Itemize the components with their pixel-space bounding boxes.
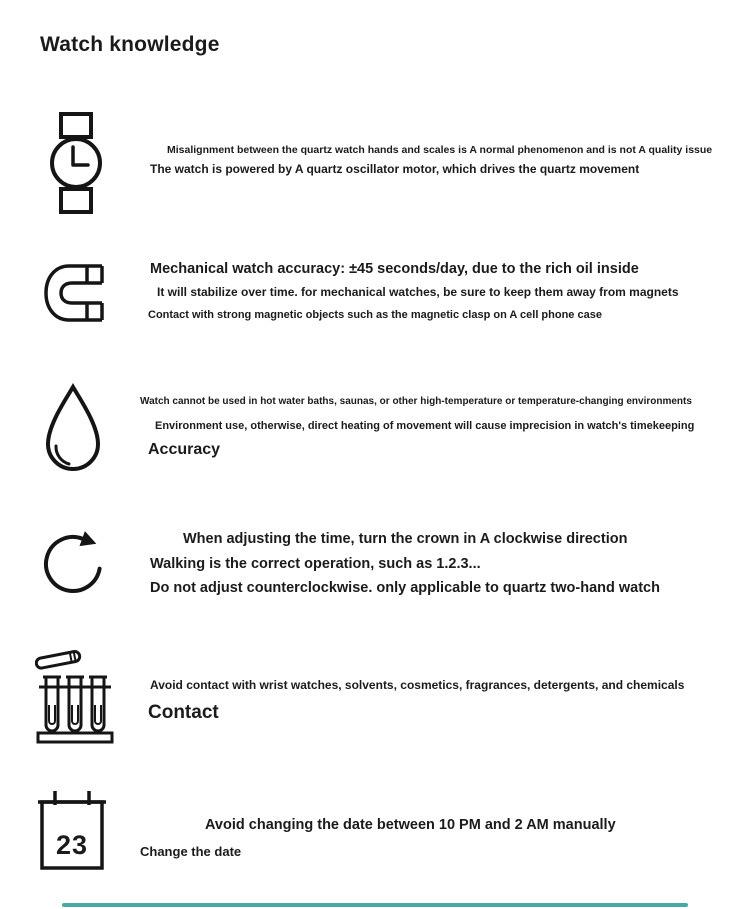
note-line: Contact with strong magnetic objects such as the magnetic clasp on A cell phone case <box>148 309 602 322</box>
note-line: Avoid contact with wrist watches, solvents, cosmetics, fragrances, detergents, and chemicals <box>150 678 685 692</box>
water-drop-icon <box>40 383 106 475</box>
note-line: Avoid changing the date between 10 PM and 2 AM manually <box>205 817 616 833</box>
note-line: Walking is the correct operation, such as 1.2.3... <box>150 555 481 572</box>
section-magnetism <box>150 261 679 322</box>
note-line: Misalignment between the quartz watch hands and scales is A normal phenomenon and is not A quality issue <box>167 144 713 156</box>
note-line: It will stabilize over time. for mechanical watches, be sure to keep them away from magnets <box>157 284 679 299</box>
note-line: Watch cannot be used in hot water baths, saunas, or other high-temperature or temperature-changing environments <box>140 396 692 407</box>
section-heading: Contact <box>148 701 219 723</box>
calendar-day-number: 23 <box>55 830 89 860</box>
note-line: The watch is powered by A quartz oscillator motor, which drives the quartz movement <box>150 162 640 177</box>
section-temperature <box>140 396 694 460</box>
section-quartz-movement <box>150 144 712 177</box>
magnet-icon <box>42 262 106 324</box>
section-heading: Change the date <box>140 843 242 859</box>
note-line: Mechanical watch accuracy: ±45 seconds/day, due to the rich oil inside <box>150 261 639 277</box>
note-line: Environment use, otherwise, direct heating of movement will cause imprecision in watch's timekeeping <box>155 419 695 432</box>
section-heading: Accuracy <box>148 441 221 459</box>
watch-icon <box>45 112 107 214</box>
note-line: Do not adjust counterclockwise. only applicable to quartz two-hand watch <box>150 580 660 597</box>
calendar-icon <box>38 788 106 872</box>
page-title: Watch knowledge <box>40 33 220 56</box>
test-tubes-icon <box>35 643 115 745</box>
section-date-change <box>140 817 616 860</box>
note-line: When adjusting the time, turn the crown in A clockwise direction <box>183 531 628 547</box>
rotate-clockwise-icon <box>40 521 106 599</box>
section-chemicals <box>148 679 684 724</box>
bottom-accent-bar <box>62 903 688 907</box>
section-crown-adjustment <box>150 531 660 597</box>
